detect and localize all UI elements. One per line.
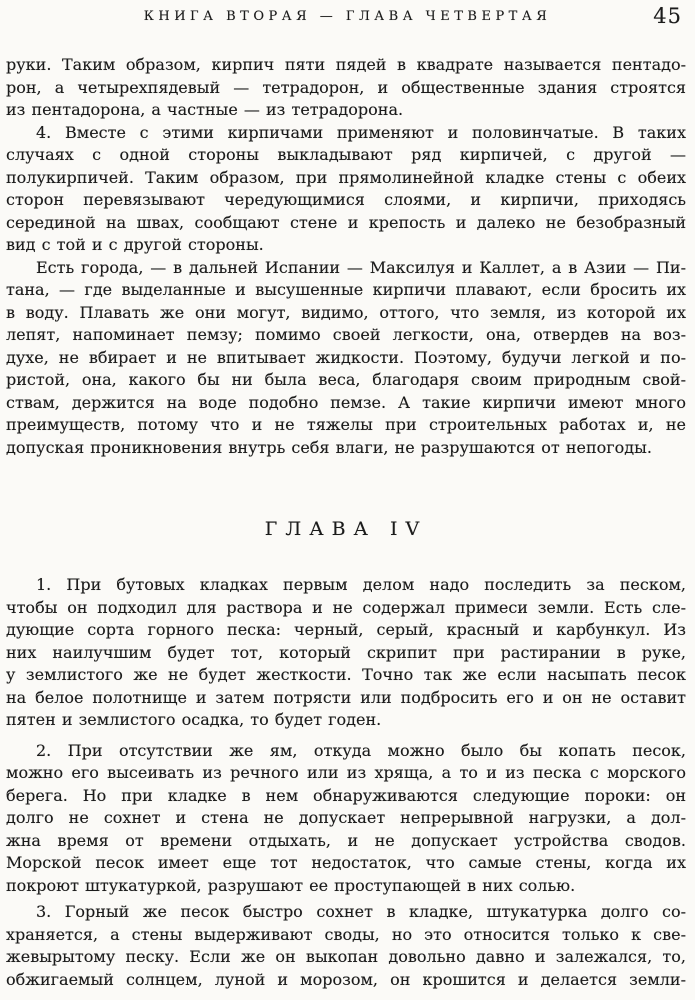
text-line: на белое полотнище и затем потрясти или подбросить его и он не оставит: [6, 687, 686, 707]
text-line: сторон перевязывают чередующимися слоями, и кирпичи, приходясь: [6, 190, 686, 209]
page-body-text: [6, 54, 686, 991]
paragraph: [6, 54, 686, 122]
text-line: Морской песок имеет еще тот недостаток, что самые стены, когда их: [6, 853, 686, 872]
text-line: преимуществ, потому что и не тяжелы при строительных работах и, не: [6, 415, 686, 434]
text-line: 2. При отсутствии же ям, откуда можно было бы копать песок,: [36, 740, 686, 760]
text-line: ристой, она, какого бы ни была веса, благодаря своим природным свой-: [6, 370, 686, 389]
text-line: чтобы он подходил для раствора и не содержал примеси земли. Есть сле-: [6, 597, 686, 617]
text-line: допуская проникновения внутрь себя влаги, не разрушаются от непогоды.: [6, 437, 652, 457]
text-line: Есть города, — в дальней Испании — Максилуя и Каллет, а в Азии — Пи-: [36, 257, 686, 277]
paragraph: [6, 122, 686, 257]
text-line: из пентадорона, а частные — из тетрадорона.: [6, 100, 404, 119]
text-line: лепят, напоминает пемзу; помимо своей легкости, она, отвердев на воз-: [6, 325, 686, 344]
text-line: 3. Горный же песок быстро сохнет в кладке, штукатурка долго со-: [36, 902, 686, 921]
text-line: пятен и землистого осадка, то будет годен.: [6, 710, 382, 729]
text-line: руки. Таким образом, кирпич пяти пядей в квадрате называется пентадо-: [6, 55, 686, 74]
paragraph: [6, 901, 686, 991]
paragraph: [6, 740, 686, 898]
running-head-title: КНИГА ВТОРАЯ — ГЛАВА ЧЕТВЕРТАЯ: [143, 9, 552, 24]
paragraph: [6, 574, 686, 732]
text-line: духе, не вбирает и не впитывает жидкости. Поэтому, будучи легкой и по-: [6, 347, 686, 367]
text-line: жна время от времени отдыхать, и не допускает устройства сводов.: [6, 830, 686, 850]
text-line: рон, а четырехпядевый — тетрадорон, и общественные здания строятся: [6, 77, 686, 97]
text-line: серединой на швах, сообщают стене и крепость и далеко не безобразный: [6, 212, 686, 232]
text-line: в воду. Плавать же они могут, видимо, оттого, что земля, из которой их: [6, 302, 686, 322]
text-line: долго не сохнет и стена не допускает непрерывной нагрузки, а дол-: [6, 808, 686, 827]
text-line: можно его высеивать из речного или из хряща, а то и из песка с морского: [6, 763, 686, 782]
text-line: случаях с одной стороны выкладывают ряд кирпичей, с другой —: [6, 145, 686, 164]
text-line: полукирпичей. Таким образом, при прямолинейной кладке стены с обеих: [6, 167, 686, 187]
text-line: дующие сорта горного песка: черный, серый, красный и карбункул. Из: [6, 620, 686, 639]
text-line: обжигаемый солнцем, луной и морозом, он крошится и делается земли-: [6, 969, 686, 989]
paragraph: [6, 257, 686, 460]
text-line: них наилучшим будет тот, который скрипит при растирании в руке,: [6, 642, 686, 662]
text-line: ствам, держится на воде подобно пемзе. А такие кирпичи имеют много: [6, 392, 686, 412]
page-number: 45: [653, 4, 682, 28]
text-line: вид с той и с другой стороны.: [6, 235, 264, 254]
chapter-heading: ГЛАВА IV: [264, 518, 428, 540]
text-line: 1. При бутовых кладках первым делом надо последить за песком,: [36, 575, 686, 594]
text-line: у землистого же не будет жесткости. Точно так же если насыпать песок: [6, 665, 686, 684]
text-line: храняется, а стены выдерживают своды, но это относится только к све-: [6, 924, 686, 944]
text-line: тана, — где выделанные и высушенные кирпичи плавают, если бросить их: [6, 280, 686, 299]
text-line: 4. Вместе с этими кирпичами применяют и половинчатые. В таких: [36, 122, 686, 142]
text-line: берега. Но при кладке в нем обнаруживаются следующие пороки: он: [6, 785, 686, 805]
text-line: покроют штукатуркой, разрушают ее проступающей в них солью.: [6, 875, 576, 895]
text-line: жевырытому песку. Если же он выкопан довольно давно и залежался, то,: [6, 947, 686, 966]
